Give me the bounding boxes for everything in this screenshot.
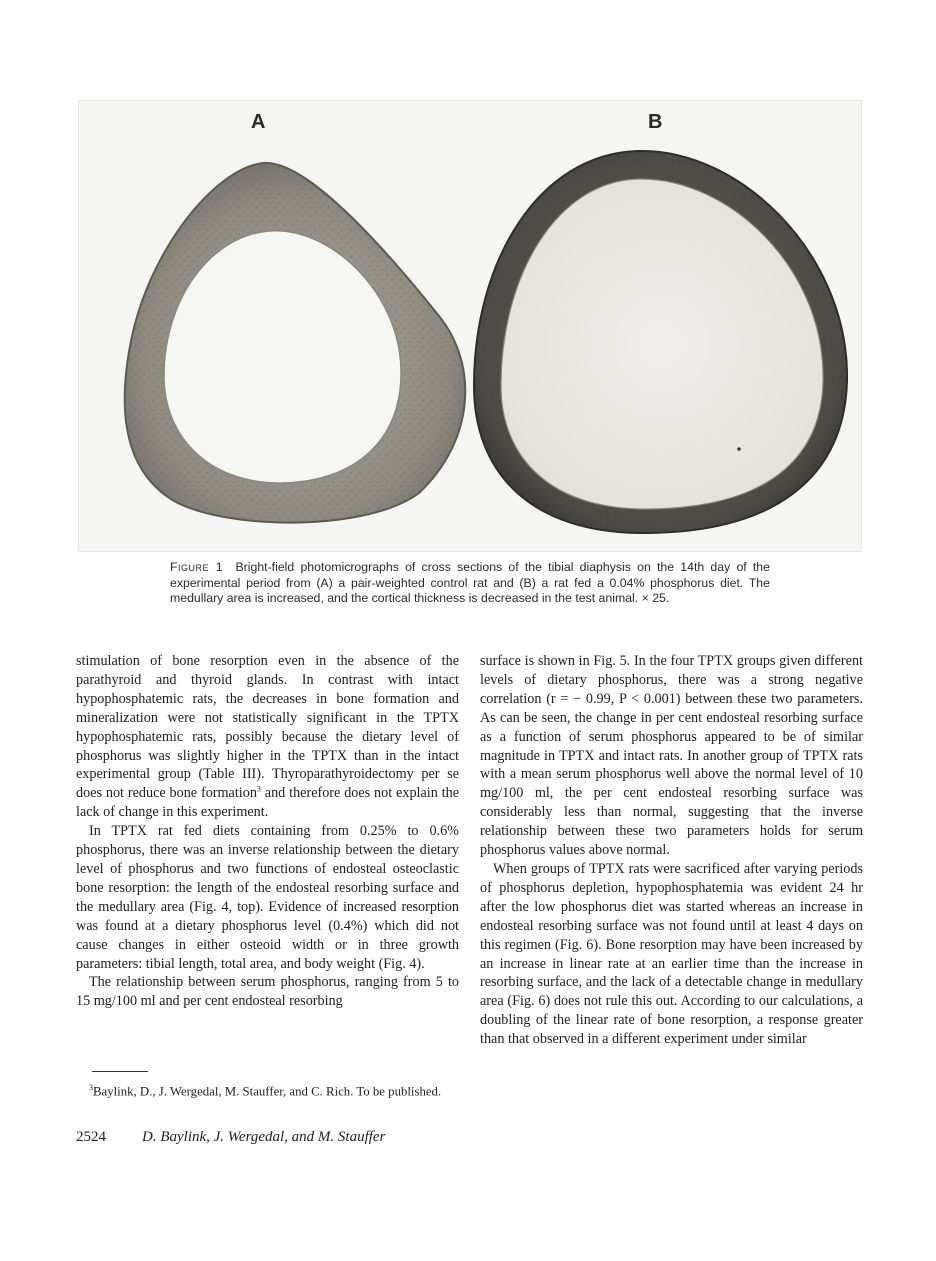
footnote xyxy=(76,1080,459,1099)
panel-a-label: A xyxy=(251,111,266,133)
figure-1-photomicrographs xyxy=(78,100,862,552)
footnote-divider xyxy=(92,1071,148,1072)
caption-text: Bright-field photomicrographs of cross sections of the tibial diaphysis on the 14th day of the experimental period from (A) a pair-weighted control rat and (B) a rat fed a 0.04% phosphorus diet. The medullary area is increased, and the cortical thickness is decreased in the test animal. × 25. xyxy=(170,560,770,605)
footnote-marker: 3 xyxy=(89,1083,93,1092)
running-authors: D. Baylink, J. Wergedal, and M. Stauffer xyxy=(142,1129,386,1145)
running-footer xyxy=(76,1129,385,1146)
left-paragraph-1: stimulation of bone resorption even in the absence of the parathyroid and thyroid glands. In contrast with intact hypophosphatemic rats, the decreases in bone formation and mineralization were not statistically significant in the TPTX hypophosphatemic rats, possibly because the dietary level of phosphorus was slightly higher in the TPTX than in the intact experimental group (Table III). Thyroparathyroidectomy per se does not reduce bone formation$^3$ and therefore does not explain the lack of change in this experiment. xyxy=(76,653,460,821)
panel-a-cross-section xyxy=(125,163,466,523)
bone-cross-section-image xyxy=(79,101,861,551)
footnote-text: Baylink, D., J. Wergedal, M. Stauffer, and C. Rich. To be published. xyxy=(93,1084,442,1099)
right-paragraph-1: surface is shown in Fig. 5. In the four TPTX groups given different levels of dietary phosphorus, there was a strong negative correlation (r = − 0.99, P < 0.001) between these two parameters. As can be seen, the change in per cent endosteal resorbing surface as a function of serum phosphorus appeared to be of similar magnitude in TPTX and intact rats. In another group of TPTX rats with a mean serum phosphorus well above the normal level of 10 mg/100 ml, the per cent endosteal resorbing surface was considerably less than normal, suggesting that the inverse relationship between these two parameters holds for serum phosphorus values above normal. xyxy=(480,653,863,859)
left-paragraph-3: The relationship between serum phosphorus, ranging from 5 to 15 mg/100 ml and per cent endosteal resorbing xyxy=(76,974,459,1010)
right-paragraph-2: When groups of TPTX rats were sacrificed after varying periods of phosphorus depletion, hypophosphatemia was evident 24 hr after the low phosphorus diet was started whereas an increase in endosteal resorbing surface was not found until at least 4 days on this regimen (Fig. 6). Bone resorption may have been increased by an increase in linear rate at an earlier time than the increase in resorbing surface, and the lack of a detectable change in medullary area (Fig. 6) does not rule this out. According to our calculations, a doubling of the linear rate of bone resorption, a response greater than that observed in a different experiment under similar xyxy=(480,860,863,1048)
left-text-column xyxy=(76,652,459,1011)
left-paragraph-2: In TPTX rat fed diets containing from 0.25% to 0.6% phosphorus, there was an inverse relationship between the dietary level of phosphorus and two functions of endosteal osteoclastic bone resorption: the length of the endosteal resorbing surface and the medullary area (Fig. 4, top). Evidence of increased resorption was found at a dietary phosphorus level (0.4%) which did not cause changes in either osteoid width or in three growth parameters: tibial length, total area, and body weight (Fig. 4). xyxy=(76,823,459,972)
footnote-reference: 3 xyxy=(256,784,261,794)
page-number: 2524 xyxy=(76,1129,106,1145)
figure-caption xyxy=(170,560,770,607)
right-text-column xyxy=(480,652,863,1049)
caption-figure-number: Figure 1 xyxy=(170,560,224,574)
panel-b-label: B xyxy=(648,111,663,133)
panel-b-cross-section xyxy=(474,151,847,533)
